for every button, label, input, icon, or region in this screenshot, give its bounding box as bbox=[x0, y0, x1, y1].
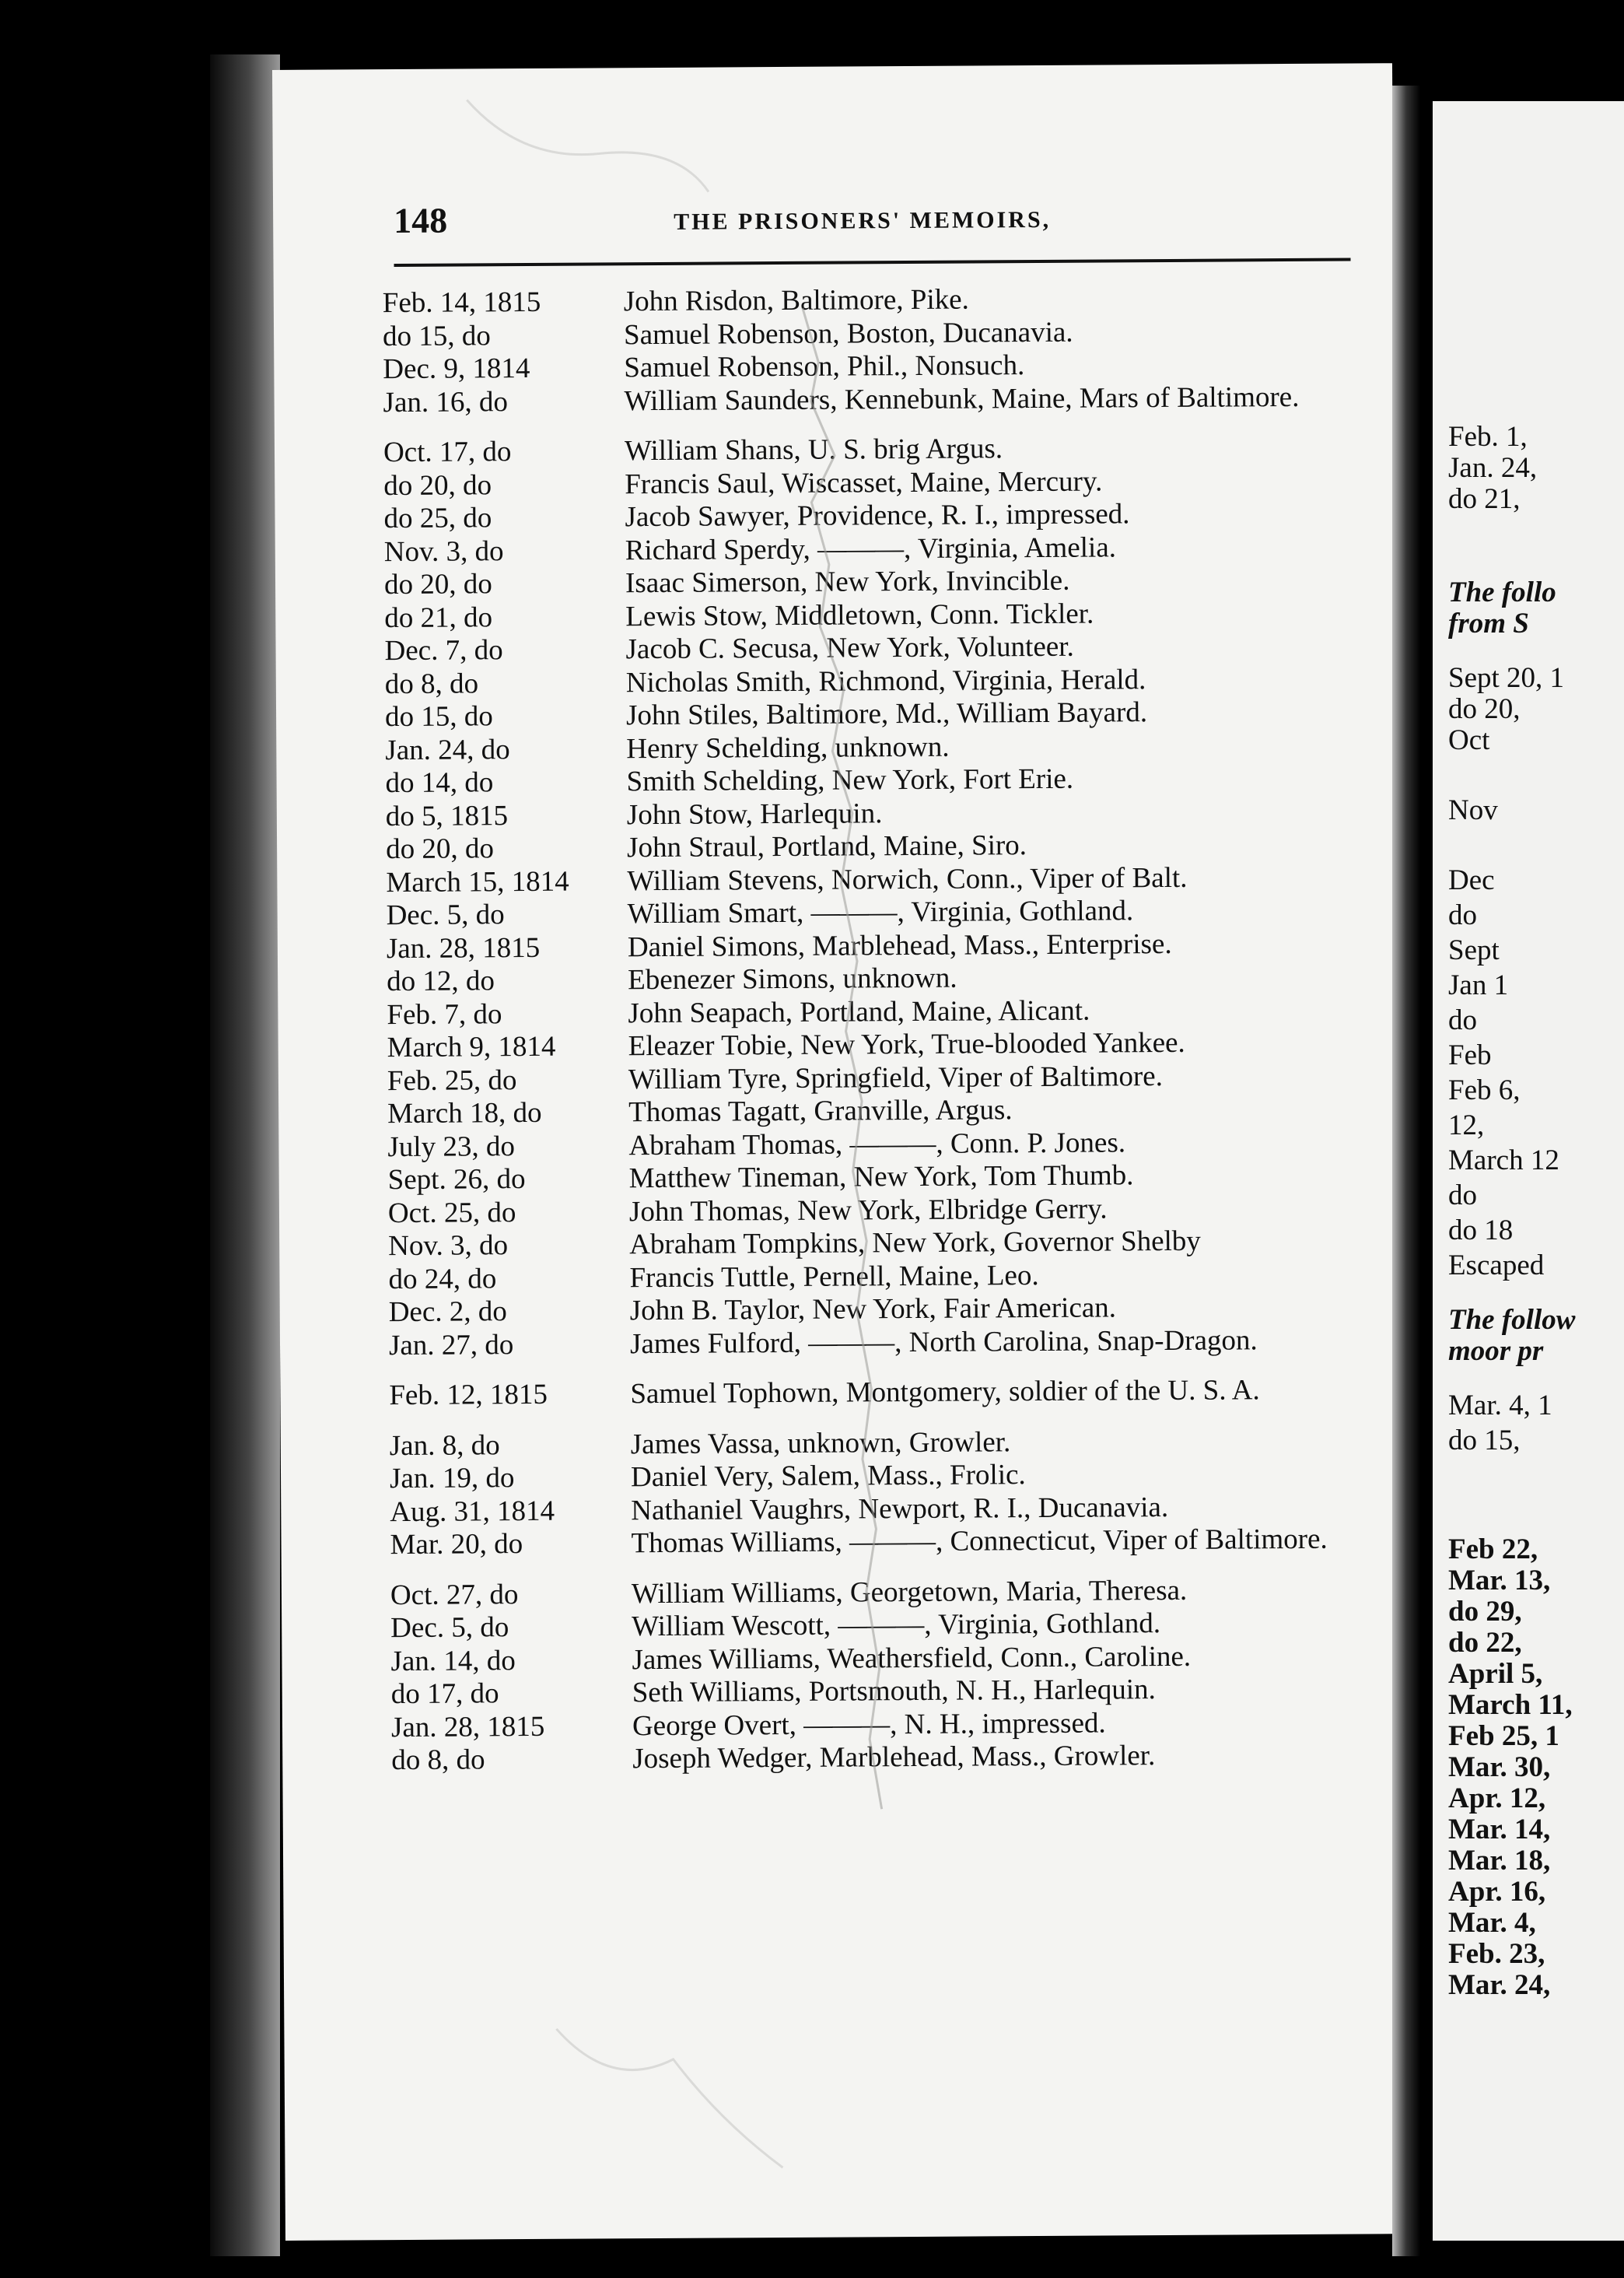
page-number: 148 bbox=[394, 200, 448, 241]
right-page-line: Mar. 24, bbox=[1448, 1969, 1551, 2001]
entry-date: March 9, 1814 bbox=[387, 1030, 556, 1064]
right-page-line: Apr. 16, bbox=[1448, 1876, 1546, 1908]
entry-text: Lewis Stow, Middletown, Conn. Tickler. bbox=[625, 598, 1094, 633]
right-page-line: Feb 25, 1 bbox=[1448, 1720, 1559, 1752]
entry-text: Daniel Very, Salem, Mass., Frolic. bbox=[630, 1459, 1026, 1494]
right-page-line: Mar. 13, bbox=[1448, 1565, 1551, 1596]
right-page-line: Mar. 14, bbox=[1448, 1814, 1551, 1845]
entry-text: Ebenezer Simons, unknown. bbox=[628, 962, 957, 997]
entry-date: do 24, do bbox=[388, 1262, 497, 1295]
entry-date: Feb. 12, 1815 bbox=[389, 1378, 548, 1412]
page-crack-stain bbox=[272, 63, 1405, 2241]
right-page-line: April 5, bbox=[1448, 1658, 1543, 1690]
entry-text: William Smart, ———, Virginia, Gothland. bbox=[627, 895, 1134, 930]
entry-date: Jan. 16, do bbox=[383, 385, 509, 419]
entry-text: John Thomas, New York, Elbridge Gerry. bbox=[628, 1192, 1108, 1228]
entry-text: Francis Saul, Wiscasset, Maine, Mercury. bbox=[625, 464, 1103, 500]
right-page-line: from S bbox=[1448, 608, 1529, 640]
right-page-line: Feb bbox=[1448, 1039, 1492, 1071]
right-page-line: do bbox=[1448, 1004, 1477, 1036]
entry-date: July 23, do bbox=[387, 1130, 516, 1163]
entry-text: William Stevens, Norwich, Conn., Viper of Balt. bbox=[627, 861, 1188, 897]
right-page-line: The follow bbox=[1448, 1304, 1576, 1336]
entry-date: Feb. 14, 1815 bbox=[382, 286, 541, 320]
entry-date: do 5, 1815 bbox=[385, 799, 509, 832]
entry-date: Jan. 28, 1815 bbox=[386, 931, 541, 965]
entry-date: Nov. 3, do bbox=[383, 534, 504, 568]
entry-text: John Risdon, Baltimore, Pike. bbox=[623, 283, 969, 318]
right-page-line: do bbox=[1448, 899, 1477, 931]
running-title: THE PRISONERS' MEMOIRS, bbox=[674, 206, 1052, 235]
entry-text: Isaac Simerson, New York, Invincible. bbox=[625, 564, 1070, 600]
page-stack-edge bbox=[210, 54, 280, 2256]
entry-text: Jacob C. Secusa, New York, Volunteer. bbox=[625, 630, 1074, 666]
entry-date: do 20, do bbox=[385, 832, 494, 866]
right-page-line: Mar. 30, bbox=[1448, 1751, 1551, 1783]
entry-text: Joseph Wedger, Marblehead, Mass., Growler. bbox=[632, 1740, 1156, 1775]
right-page-line: Feb 6, bbox=[1448, 1074, 1521, 1106]
entry-text: Francis Tuttle, Pernell, Maine, Leo. bbox=[629, 1259, 1039, 1294]
entry-text: John B. Taylor, New York, Fair American. bbox=[629, 1291, 1117, 1327]
entry-text: George Overt, ———, N. H., impressed. bbox=[632, 1706, 1106, 1742]
entry-date: Feb. 25, do bbox=[387, 1064, 517, 1097]
right-page-line: Feb. 1, bbox=[1448, 421, 1528, 453]
entry-text: Samuel Robenson, Boston, Ducanavia. bbox=[623, 316, 1073, 351]
entry-date: do 12, do bbox=[387, 965, 495, 998]
right-page-line: March 11, bbox=[1448, 1689, 1573, 1721]
entry-date: do 15, do bbox=[382, 319, 491, 352]
entry-date: Oct. 27, do bbox=[390, 1578, 519, 1611]
right-page-line: Jan. 24, bbox=[1448, 452, 1538, 484]
book-gutter bbox=[1392, 86, 1420, 2256]
entry-date: Dec. 5, do bbox=[386, 899, 505, 932]
right-page-line: Mar. 18, bbox=[1448, 1845, 1551, 1877]
right-page-line: do 29, bbox=[1448, 1596, 1522, 1628]
entry-date: Mar. 20, do bbox=[390, 1528, 523, 1561]
entry-date: Aug. 31, 1814 bbox=[390, 1495, 555, 1528]
right-page-line: Sept 20, 1 bbox=[1448, 662, 1565, 694]
entry-text: William Wescott, ———, Virginia, Gothland. bbox=[632, 1607, 1161, 1643]
entry-text: Henry Schelding, unknown. bbox=[626, 731, 950, 765]
right-page-line: do 22, bbox=[1448, 1627, 1522, 1659]
entry-date: Jan. 28, 1815 bbox=[390, 1710, 545, 1744]
entry-text: Nathaniel Vaughrs, Newport, R. I., Ducanavia. bbox=[631, 1491, 1169, 1526]
entry-date: do 25, do bbox=[383, 502, 492, 535]
entry-text: Samuel Tophown, Montgomery, soldier of the U. S. A. bbox=[630, 1374, 1260, 1411]
entry-date: Oct. 17, do bbox=[383, 436, 512, 469]
entry-text: James Fulford, ———, North Carolina, Snap-Dragon. bbox=[629, 1323, 1258, 1360]
entry-text: John Straul, Portland, Maine, Siro. bbox=[626, 829, 1027, 864]
entry-date: Nov. 3, do bbox=[388, 1229, 509, 1263]
entry-date: do 17, do bbox=[390, 1677, 499, 1711]
entry-text: Abraham Tompkins, New York, Governor Shelby bbox=[629, 1225, 1201, 1261]
entry-date: do 15, do bbox=[384, 700, 493, 734]
entry-text: John Stiles, Baltimore, Md., William Bayard. bbox=[625, 696, 1148, 732]
entry-date: Jan. 27, do bbox=[388, 1328, 514, 1362]
entry-date: do 20, do bbox=[383, 568, 492, 601]
entry-text: Samuel Robenson, Phil., Nonsuch. bbox=[624, 349, 1025, 384]
right-page-line: Feb 22, bbox=[1448, 1533, 1538, 1565]
entry-text: Abraham Thomas, ———, Conn. P. Jones. bbox=[628, 1126, 1126, 1162]
entry-date: do 8, do bbox=[384, 667, 479, 700]
right-page-line: Dec bbox=[1448, 864, 1495, 896]
entry-date: Jan. 24, do bbox=[385, 733, 510, 766]
right-page-line: do 18 bbox=[1448, 1214, 1514, 1246]
right-page-line: Jan 1 bbox=[1448, 969, 1509, 1001]
entry-date: Sept. 26, do bbox=[387, 1163, 526, 1197]
right-page-line: March 12 bbox=[1448, 1144, 1559, 1176]
right-page-line: The follo bbox=[1448, 577, 1556, 608]
right-page-line: moor pr bbox=[1448, 1335, 1544, 1367]
entry-text: Eleazer Tobie, New York, True-blooded Yankee. bbox=[628, 1026, 1185, 1063]
entry-text: Seth Williams, Portsmouth, N. H., Harlequin. bbox=[632, 1673, 1156, 1709]
right-page-line: Apr. 12, bbox=[1448, 1782, 1546, 1814]
right-page-line: 12, bbox=[1448, 1109, 1485, 1141]
entry-text: James Vassa, unknown, Growler. bbox=[630, 1425, 1011, 1460]
right-page-line: do 20, bbox=[1448, 693, 1521, 725]
entry-text: John Seapach, Portland, Maine, Alicant. bbox=[628, 994, 1090, 1029]
entry-date: Jan. 19, do bbox=[389, 1462, 515, 1495]
right-page-line: Oct bbox=[1448, 724, 1490, 756]
entry-date: Oct. 25, do bbox=[387, 1196, 516, 1229]
entry-text: John Stow, Harlequin. bbox=[626, 797, 883, 831]
right-page-line: Nov bbox=[1448, 794, 1498, 826]
entry-date: do 20, do bbox=[383, 468, 492, 502]
right-page-line: do 15, bbox=[1448, 1425, 1521, 1456]
right-page-line: Feb. 23, bbox=[1448, 1938, 1545, 1970]
right-page-line: Escaped bbox=[1448, 1249, 1545, 1281]
entry-text: Thomas Tagatt, Granville, Argus. bbox=[628, 1094, 1013, 1129]
right-page-line: Mar. 4, bbox=[1448, 1907, 1536, 1939]
right-page-line: do 21, bbox=[1448, 483, 1521, 515]
entry-text: William Tyre, Springfield, Viper of Baltimore. bbox=[628, 1060, 1164, 1095]
entry-text: William Saunders, Kennebunk, Maine, Mars of Baltimore. bbox=[624, 380, 1300, 417]
entry-date: do 8, do bbox=[391, 1744, 485, 1777]
right-page-cropped bbox=[1433, 101, 1624, 2241]
entry-text: William Williams, Georgetown, Maria, Theresa. bbox=[631, 1574, 1188, 1610]
entry-date: Jan. 8, do bbox=[389, 1428, 500, 1462]
entry-text: Smith Schelding, New York, Fort Erie. bbox=[626, 762, 1074, 798]
entry-text: Jacob Sawyer, Providence, R. I., impressed. bbox=[625, 498, 1130, 534]
entry-text: Nicholas Smith, Richmond, Virginia, Herald. bbox=[625, 663, 1146, 699]
entry-text: Matthew Tineman, New York, Tom Thumb. bbox=[628, 1159, 1134, 1195]
entry-text: Daniel Simons, Marblehead, Mass., Enterprise. bbox=[627, 927, 1172, 963]
entry-text: William Shans, U. S. brig Argus. bbox=[624, 433, 1003, 468]
right-page-line: Sept bbox=[1448, 934, 1500, 966]
entry-date: Dec. 7, do bbox=[384, 634, 503, 668]
entry-text: Thomas Williams, ———, Connecticut, Viper of Baltimore. bbox=[631, 1523, 1328, 1560]
entry-date: March 18, do bbox=[387, 1096, 542, 1130]
entry-date: Dec. 9, 1814 bbox=[383, 352, 530, 386]
left-page bbox=[272, 63, 1405, 2241]
entry-date: do 21, do bbox=[384, 601, 493, 634]
entry-text: James Williams, Weathersfield, Conn., Caroline. bbox=[632, 1640, 1192, 1676]
entry-date: Jan. 14, do bbox=[390, 1644, 516, 1677]
right-page-line: Mar. 4, 1 bbox=[1448, 1390, 1552, 1421]
entry-date: Dec. 5, do bbox=[390, 1611, 509, 1645]
entry-text: Richard Sperdy, ———, Virginia, Amelia. bbox=[625, 531, 1117, 566]
entry-date: March 15, 1814 bbox=[386, 865, 569, 899]
entry-date: do 14, do bbox=[385, 766, 494, 800]
entry-date: Feb. 7, do bbox=[387, 997, 502, 1031]
entry-date: Dec. 2, do bbox=[388, 1295, 507, 1329]
right-page-line: do bbox=[1448, 1179, 1477, 1211]
